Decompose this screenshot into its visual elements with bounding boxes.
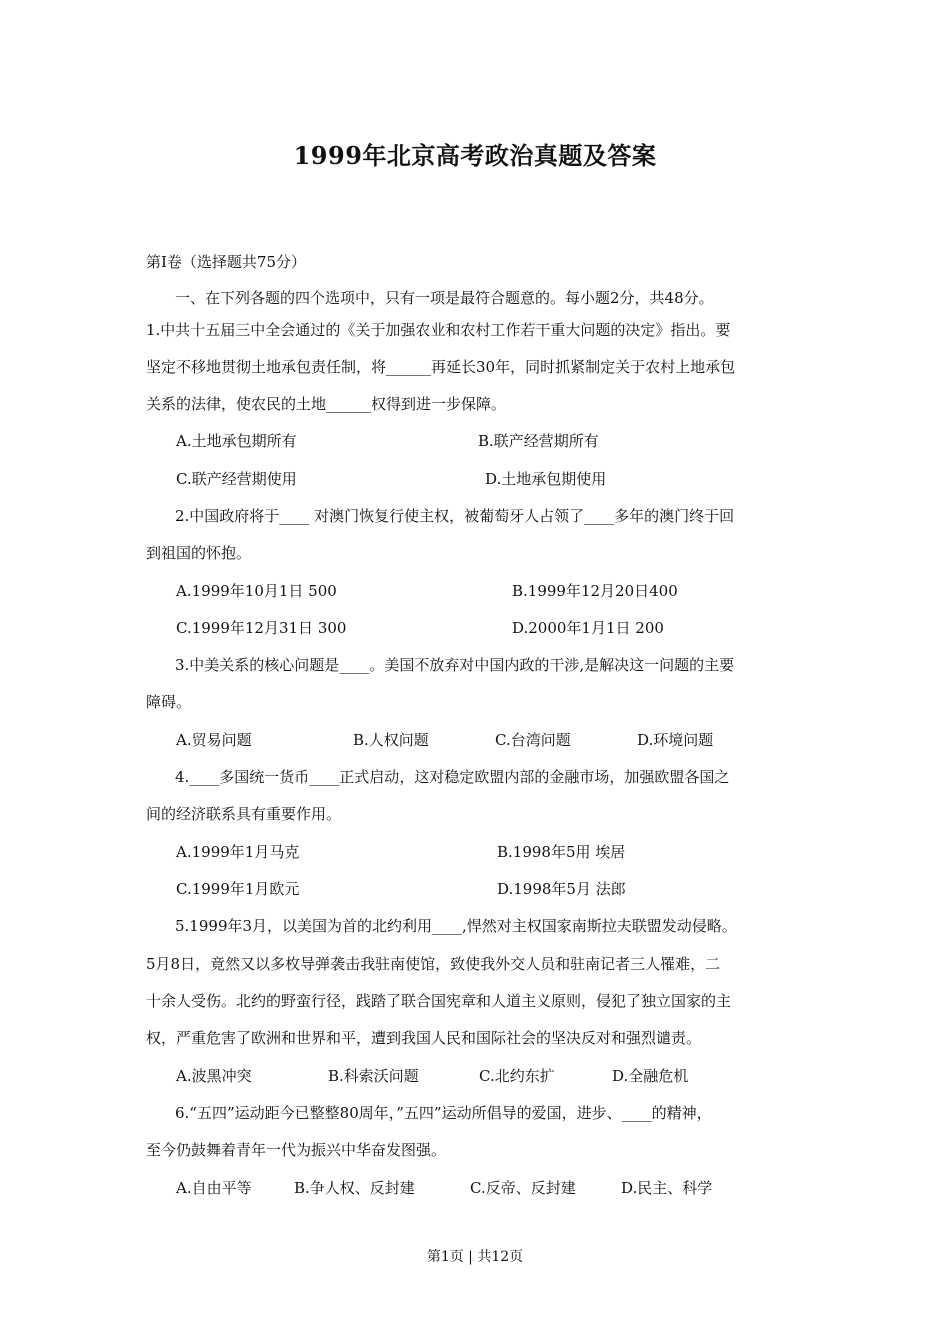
question-2-option-c: C.1999年12月31日 300: [176, 619, 347, 637]
question-2-line-1: 2.中国政府将于____ 对澳门恢复行使主权，被葡萄牙人占领了____多年的澳门终于回: [175, 507, 735, 525]
page-title: 1999年北京高考政治真题及答案: [293, 141, 657, 170]
question-3-option-d: D.环境问题: [637, 731, 714, 749]
question-6-option-c: C.反帝、反封建: [470, 1179, 576, 1197]
section-heading: 第Ⅰ卷（选择题共75分）: [146, 253, 307, 271]
question-3-option-c: C.台湾问题: [495, 731, 571, 749]
question-6-option-b: B.争人权、反封建: [294, 1179, 415, 1197]
question-5-line-4: 权，严重危害了欧洲和世界和平，遭到我国人民和国际社会的坚决反对和强烈谴责。: [146, 1029, 702, 1047]
question-3-line-2: 障碍。: [146, 693, 192, 711]
question-1-line-2: 坚定不移地贯彻土地承包责任制，将______再延长30年，同时抓紧制定关于农村上地承包: [146, 358, 736, 376]
question-2-option-a: A.1999年10月1日 500: [176, 582, 337, 600]
question-5-line-1: 5.1999年3月，以美国为首的北约利用____,悍然对主权国家南斯拉夫联盟发动侵略。: [175, 917, 737, 935]
page-footer: 第1页 | 共12页: [426, 1249, 524, 1265]
question-5-line-3: 十余人受伤。北约的野蛮行径，践踏了联合国宪章和人道主义原则，侵犯了独立国家的主: [146, 992, 732, 1010]
question-1-option-c: C.联产经营期使用: [176, 470, 297, 488]
question-4-option-a: A.1999年1月马克: [176, 843, 300, 861]
question-6-line-1: 6.“五四”运动距今已整整80周年，”五四”运动所倡导的爱国，进步、____的精神，: [175, 1104, 712, 1122]
question-5-option-b: B.科索沃问题: [328, 1067, 419, 1085]
question-5-option-a: A.波黑冲突: [176, 1067, 252, 1085]
question-4-line-1: 4.____多国统一货币____正式启动，这对稳定欧盟内部的金融市场，加强欧盟各国之: [175, 768, 730, 786]
question-3-option-b: B.人权问题: [353, 731, 429, 749]
question-4-option-b: B.1998年5用 埃居: [497, 843, 626, 861]
question-6-option-d: D.民主、科学: [621, 1179, 713, 1197]
question-1-option-a: A.土地承包期所有: [176, 432, 297, 450]
question-4-option-c: C.1999年1月欧元: [176, 880, 300, 898]
question-2-line-2: 到祖国的怀抱。: [146, 544, 252, 562]
question-3-option-a: A.贸易问题: [176, 731, 252, 749]
question-6-line-2: 至今仍鼓舞着青年一代为振兴中华奋发图强。: [146, 1141, 447, 1159]
question-2-option-b: B.1999年12月20日400: [512, 582, 678, 600]
question-2-option-d: D.2000年1月1日 200: [512, 619, 664, 637]
question-1-option-d: D.土地承包期使用: [485, 470, 607, 488]
question-5-line-2: 5月8日，竟然又以多枚导弹袭击我驻南使馆，致使我外交人员和驻南记者三人罹难，二: [146, 955, 721, 973]
question-6-option-a: A.自由平等: [176, 1179, 252, 1197]
question-3-line-1: 3.中美关系的核心问题是____。美国不放弃对中国内政的干涉,是解决这一问题的主要: [175, 656, 735, 674]
question-5-option-d: D.全融危机: [612, 1067, 689, 1085]
instruction-text: 一、在下列各题的四个选项中，只有一项是最符合题意的。每小题2分，共48分。: [175, 289, 714, 307]
question-5-option-c: C.北约东扩: [479, 1067, 555, 1085]
question-1-option-b: B.联产经营期所有: [478, 432, 599, 450]
question-1-line-1: 1.中共十五届三中全会通过的《关于加强农业和农村工作若干重大问题的决定》指出。要: [146, 321, 731, 339]
question-4-option-d: D.1998年5月 法郎: [497, 880, 626, 898]
question-4-line-2: 间的经济联系具有重要作用。: [146, 805, 342, 823]
question-1-line-3: 关系的法律，使农民的土地______权得到进一步保障。: [146, 395, 507, 413]
